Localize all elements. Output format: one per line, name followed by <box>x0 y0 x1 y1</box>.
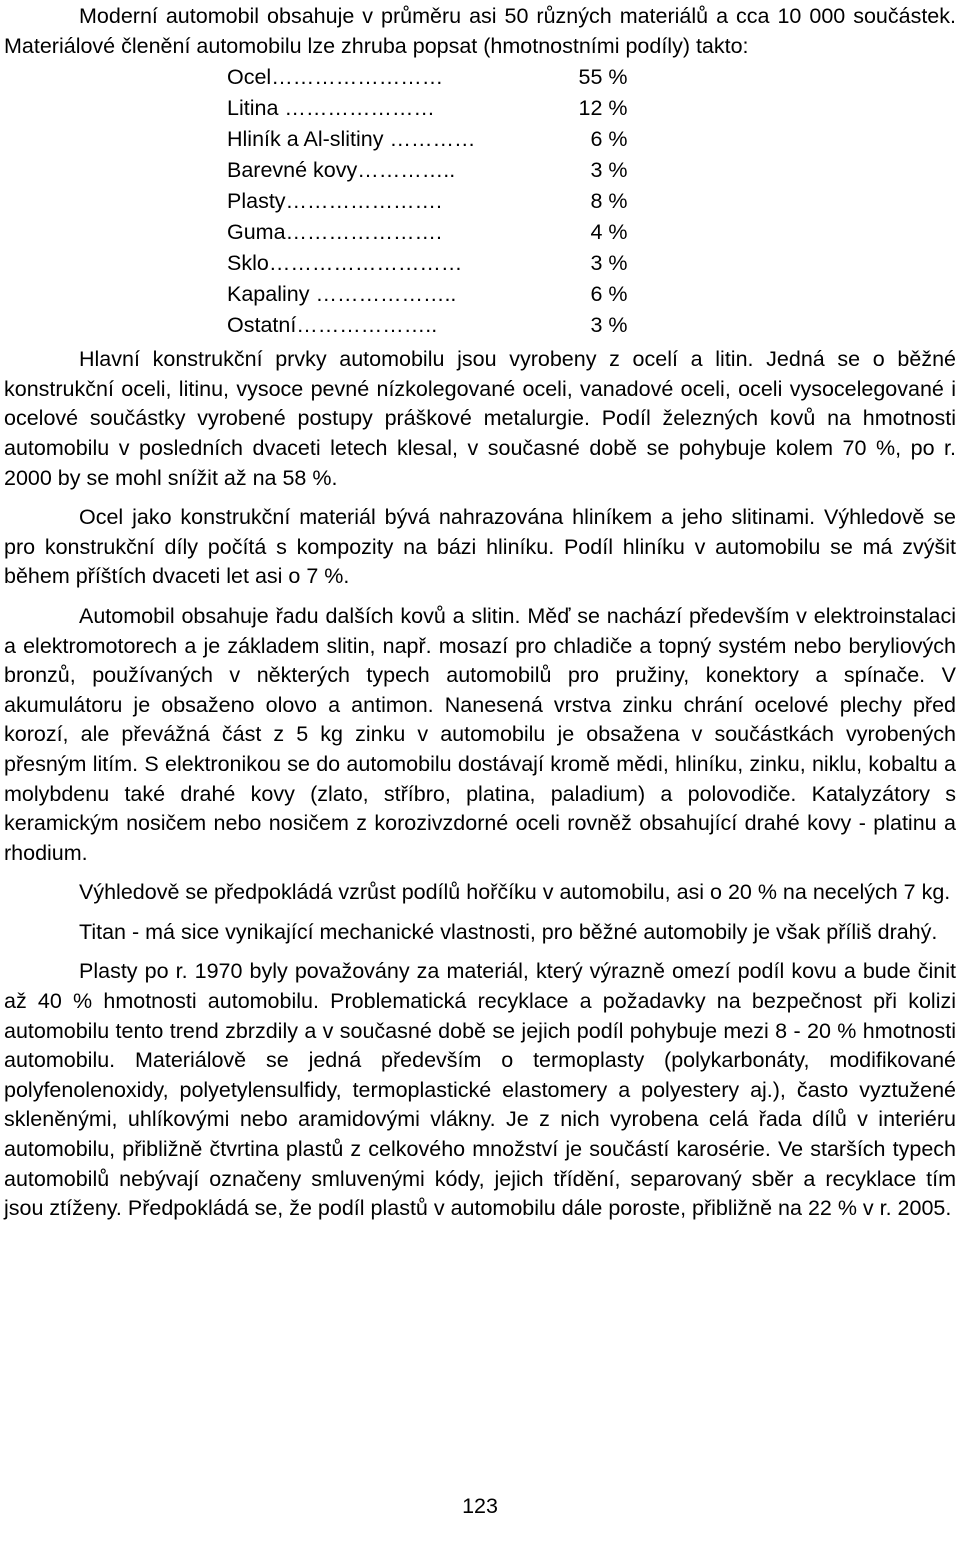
material-name: Litina ………………… <box>227 96 435 121</box>
paragraph-steel: Hlavní konstrukční prvky automobilu jsou vyrobeny z ocelí a litin. Jedná se o běžné konstrukční oceli, litinu, vysoce pevné nízkolegované oceli, vanadové oceli, oceli vysocelegované i ocelové součástky vyrobené postupy práškové metalurgie. Podíl železných kovů na hmotnosti automobilu v posledních dvaceti letech klesal, v současné době se pohybuje kolem 70 %, po r. 2000 by se mohl snížit až na 58 %. <box>4 347 956 490</box>
document-page <box>4 0 956 1224</box>
material-row <box>227 218 638 249</box>
material-name: Hliník a Al-slitiny ………… <box>227 127 476 152</box>
material-name: Plasty…………………. <box>227 189 443 214</box>
material-name: Guma…………………. <box>227 220 443 245</box>
material-row <box>227 94 638 125</box>
material-row <box>227 156 638 187</box>
material-row <box>227 311 638 342</box>
paragraph-magnesium: Výhledově se předpokládá vzrůst podílů hořčíku v automobilu, asi o 20 % na necelých 7 kg. <box>79 880 951 905</box>
paragraph-titanium: Titan - má sice vynikající mechanické vlastnosti, pro běžné automobily je však příliš drahý. <box>79 919 938 944</box>
material-row <box>227 63 638 94</box>
material-name: Sklo……………………… <box>227 251 463 276</box>
material-value: 4 % <box>590 220 628 245</box>
material-value: 8 % <box>590 189 628 214</box>
material-value: 3 % <box>590 251 628 276</box>
paragraph-aluminium: Ocel jako konstrukční materiál bývá nahrazována hliníkem a jeho slitinami. Výhledově se pro konstrukční díly počítá s kompozity na bázi hliníku. Podíl hliníku v automobilu se má zvýšit během příštích dvaceti let asi o 7 %. <box>4 505 956 589</box>
paragraph-plastics: Plasty po r. 1970 byly považovány za materiál, který výrazně omezí podíl kovu a bude činit až 40 % hmotnosti automobilu. Problematická recyklace a požadavky na bezpečnost při kolizi automobilu tento trend zbrzdily a v současné době se jejich podíl pohybuje mezi 8 - 20 % hmotnosti automobilu. Materiálově se jedná především o termoplasty (polykarbonáty, modifikované polyfenolenoxidy, polyetylensulfidy, termoplastické elastomery a polyestery aj.), často vyztužené skleněnými, uhlíkovými nebo aramidovými vlákny. Je z nich vyrobena celá řada dílů v interiéru automobilu, přibližně čtvrtina plastů z celkového množství je součástí karosérie. Ve starších typech automobilů nebývají označeny smluvenými kódy, jejich třídění, separovaný sběr a recyklace tím jsou ztíženy. Předpokládá se, že podíl plastů v automobilu dále poroste, přibližně na 22 % v r. 2005. <box>4 959 956 1221</box>
intro-paragraph: Moderní automobil obsahuje v průměru asi 50 různých materiálů a cca 10 000 součástek. Materiálové členění automobilu lze zhruba popsat (hmotnostními podíly) takto: <box>4 4 956 58</box>
material-name: Ocel…………………… <box>227 65 444 90</box>
material-value: 12 % <box>578 96 628 121</box>
material-name: Ostatní……………….. <box>227 313 438 338</box>
material-value: 6 % <box>590 127 628 152</box>
material-value: 3 % <box>590 313 628 338</box>
material-name: Kapaliny ……………….. <box>227 282 457 307</box>
material-row <box>227 125 638 156</box>
paragraph-other-metals: Automobil obsahuje řadu dalších kovů a slitin. Měď se nachází především v elektroinstalaci a elektromotorech a je základem slitin, např. mosazí pro chladiče a topný systém nebo beryliových bronzů, používaných v některých typech automobilů pro pružiny, konektory a spínače. V akumulátoru je obsaženo olovo a antimon. Nanesená vrstva zinku chrání ocelové plechy před korozí, ale převážná část z 5 kg zinku v automobilu je obsažena v součástkách vyrobených přesným litím. S elektronikou se do automobilu dostávají kromě mědi, hliníku, zinku, niklu, kobaltu a molybdenu také drahé kovy (zlato, stříbro, platina, paladium) a polovodiče. Katalyzátory s keramickým nosičem nebo nosičem z korozivzdorné oceli rovněž obsahující drahé kovy - platinu a rhodium. <box>4 603 956 865</box>
material-row <box>227 249 638 280</box>
material-value: 55 % <box>578 65 628 90</box>
material-name: Barevné kovy………….. <box>227 158 456 183</box>
material-row <box>227 280 638 311</box>
page-number: 123 <box>462 1494 498 1518</box>
materials-table <box>227 63 638 342</box>
material-value: 6 % <box>590 282 628 307</box>
material-value: 3 % <box>590 158 628 183</box>
material-row <box>227 187 638 218</box>
